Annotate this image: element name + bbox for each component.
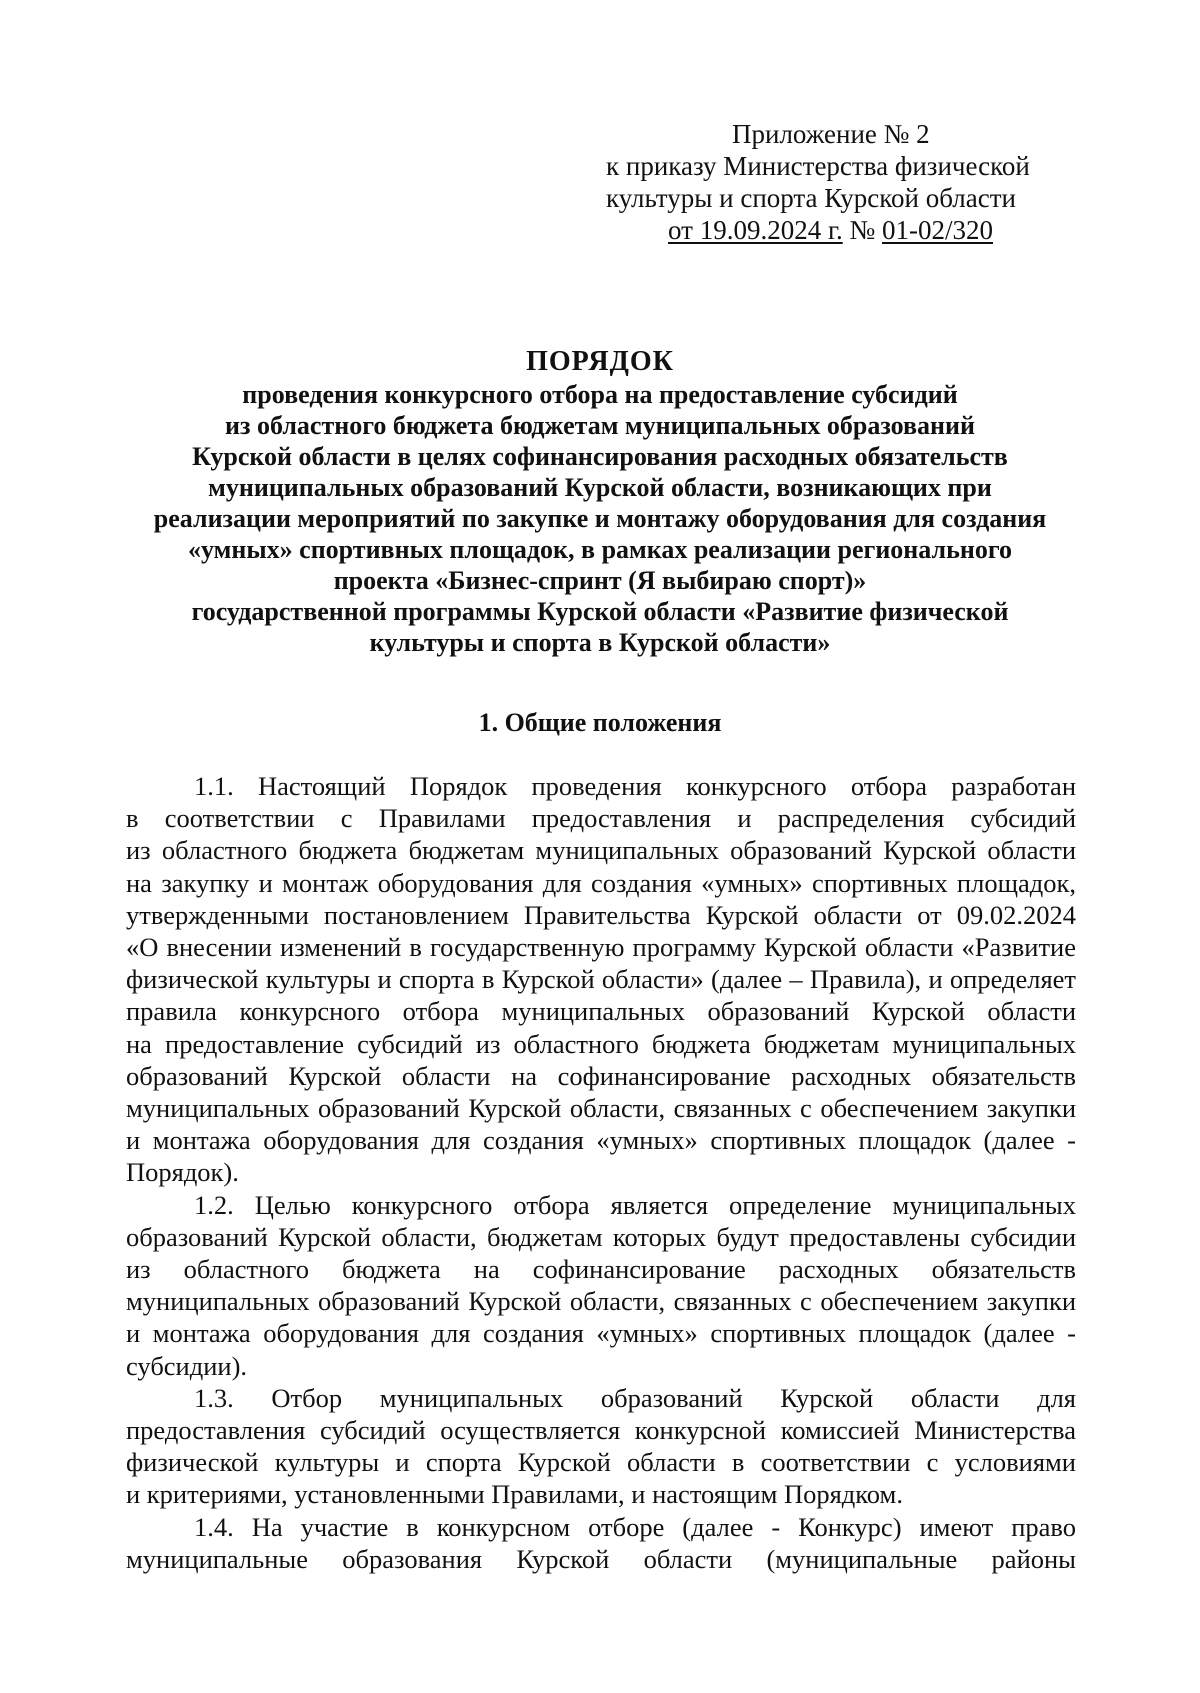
title-line: культуры и спорта в Курской области» xyxy=(369,628,831,657)
title-line: муниципальных образований Курской области, возникающих при xyxy=(208,473,992,502)
text-line: на закупку и монтаж оборудования для создания «умных» спортивных площадок, xyxy=(126,867,1076,898)
text-line: физической культуры и спорта в Курской области» (далее – Правила), и определяет xyxy=(126,964,1076,995)
text-line: в соответствии с Правилами предоставления и распределения субсидий xyxy=(126,803,1076,834)
appendix-title: Приложение № 2 xyxy=(732,119,930,149)
section-heading: 1. Общие положения xyxy=(478,708,722,737)
appendix-number: 01-02/320 xyxy=(882,215,993,245)
title-line: реализации мероприятий по закупке и монтажу оборудования для создания xyxy=(153,504,1047,533)
text-line: субсидии). xyxy=(126,1350,248,1381)
text-line: 1.2. Целью конкурсного отбора является определение муниципальных xyxy=(194,1189,1076,1220)
title-line: государственной программы Курской области «Развитие физической xyxy=(191,597,1009,626)
text-line: 1.4. На участие в конкурсном отборе (далее - Конкурс) имеют право xyxy=(194,1511,1076,1542)
appendix-date: от 19.09.2024 г. xyxy=(668,215,843,245)
appendix-ministry: культуры и спорта Курской области xyxy=(606,183,1016,213)
appendix-number-sign: № xyxy=(842,215,882,245)
appendix-order-ref: к приказу Министерства физической xyxy=(606,151,1030,181)
title-line: проведения конкурсного отбора на предоставление субсидий xyxy=(242,380,958,409)
text-line: и критериями, установленными Правилами, и настоящим Порядком. xyxy=(126,1479,903,1510)
text-line: утвержденными постановлением Правительства Курской области от 09.02.2024 xyxy=(126,899,1076,930)
text-line: 1.1. Настоящий Порядок проведения конкурсного отбора разработан xyxy=(194,771,1076,801)
text-line: правила конкурсного отбора муниципальных образований Курской области xyxy=(126,996,1076,1027)
title-line: из областного бюджета бюджетам муниципальных образований xyxy=(225,411,975,440)
document-title: ПОРЯДОК xyxy=(526,346,674,377)
text-line: 1.3. Отбор муниципальных образований Курской области для xyxy=(194,1382,1076,1413)
paragraph-1-1 xyxy=(126,770,1076,1189)
text-line: образований Курской области, бюджетам которых будут предоставлены субсидии xyxy=(126,1221,1076,1252)
title-line: «умных» спортивных площадок, в рамках реализации регионального xyxy=(188,535,1012,564)
text-line: и монтажа оборудования для создания «умных» спортивных площадок (далее - xyxy=(126,1318,1076,1349)
appendix-date-number xyxy=(606,214,1076,246)
text-line: предоставления субсидий осуществляется конкурсной комиссией Министерства xyxy=(126,1415,1076,1446)
text-line: «О внесении изменений в государственную программу Курской области «Развитие xyxy=(126,932,1076,963)
text-line: из областного бюджета на софинансирование расходных обязательств xyxy=(126,1254,1076,1285)
title-line: проекта «Бизнес-спринт (Я выбираю спорт)» xyxy=(333,566,867,595)
text-line: муниципальных образований Курской области, связанных с обеспечением закупки xyxy=(126,1286,1076,1317)
text-line: образований Курской области на софинансирование расходных обязательств xyxy=(126,1060,1076,1091)
paragraph-1-2 xyxy=(126,1189,1076,1382)
text-line: на предоставление субсидий из областного бюджета бюджетам муниципальных xyxy=(126,1028,1076,1059)
appendix-header xyxy=(606,118,1076,246)
text-line: физической культуры и спорта Курской области в соответствии с условиями xyxy=(126,1447,1076,1478)
text-line: муниципальных образований Курской области, связанных с обеспечением закупки xyxy=(126,1093,1076,1124)
section-body xyxy=(126,770,1076,1575)
text-line: Порядок). xyxy=(126,1157,239,1188)
paragraph-1-3 xyxy=(126,1382,1076,1511)
paragraph-1-4 xyxy=(126,1511,1076,1575)
text-line: и монтажа оборудования для создания «умных» спортивных площадок (далее - xyxy=(126,1125,1076,1156)
text-line: муниципальные образования Курской области (муниципальные районы xyxy=(126,1543,1076,1574)
text-line: из областного бюджета бюджетам муниципальных образований Курской области xyxy=(126,835,1076,866)
title-line: Курской области в целях софинансирования расходных обязательств xyxy=(192,442,1008,471)
document-title-block xyxy=(110,346,1090,658)
